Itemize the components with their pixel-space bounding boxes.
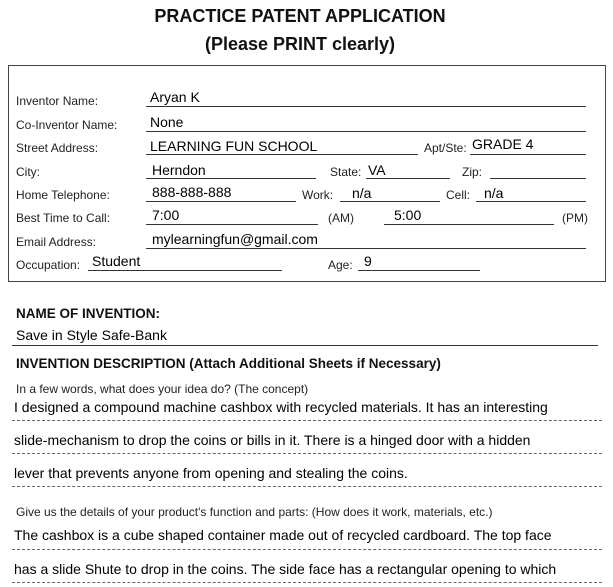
concept-line-3[interactable]: lever that prevents anyone from opening and stealing the coins. — [14, 465, 408, 481]
work-label: Work: — [302, 188, 334, 202]
home-telephone-line — [146, 201, 296, 202]
inventor-name-line — [146, 106, 586, 107]
age-label: Age: — [328, 258, 353, 272]
best-time-pm-value[interactable]: 5:00 — [394, 207, 422, 223]
email-line — [146, 248, 586, 249]
email-value[interactable]: mylearningfun@gmail.com — [152, 231, 318, 247]
invention-name-value[interactable]: Save in Style Safe-Bank — [16, 327, 167, 343]
concept-rule-3 — [12, 486, 602, 487]
concept-rule-2 — [12, 453, 602, 454]
concept-rule-1 — [12, 420, 602, 421]
invention-description-heading: INVENTION DESCRIPTION (Attach Additional Sheets if Necessary) — [16, 356, 441, 371]
invention-name-line — [12, 345, 598, 346]
details-rule-1 — [12, 549, 602, 550]
street-address-label: Street Address: — [16, 141, 99, 155]
co-inventor-name-value[interactable]: None — [150, 114, 184, 130]
zip-line — [490, 178, 586, 179]
cell-line — [476, 201, 586, 202]
occupation-line — [88, 270, 282, 271]
apt-ste-line — [470, 154, 586, 155]
best-time-am-value[interactable]: 7:00 — [152, 207, 180, 223]
home-telephone-value[interactable]: 888-888-888 — [152, 184, 232, 200]
co-inventor-name-line — [146, 131, 586, 132]
am-label: (AM) — [328, 211, 354, 225]
state-line — [366, 178, 450, 179]
form-subtitle: (Please PRINT clearly) — [204, 34, 396, 54]
best-time-pm-line — [384, 224, 554, 225]
co-inventor-name-label: Co-Inventor Name: — [16, 118, 118, 132]
inventor-name-label: Inventor Name: — [16, 94, 99, 108]
occupation-value[interactable]: Student — [92, 253, 141, 269]
details-line-1[interactable]: The cashbox is a cube shaped container made out of recycled cardboard. The top face — [14, 527, 552, 543]
cell-label: Cell: — [446, 188, 471, 202]
apt-ste-value[interactable]: GRADE 4 — [472, 136, 534, 152]
best-time-am-line — [146, 224, 318, 225]
concept-line-2[interactable]: slide-mechanism to drop the coins or bills in it. There is a hinged door with a hidden — [14, 432, 531, 448]
details-question: Give us the details of your product's function and parts: (How does it work, materials, etc.) — [16, 505, 493, 519]
concept-line-1[interactable]: I designed a compound machine cashbox with recycled materials. It has an interesting — [14, 399, 548, 415]
street-address-line — [146, 154, 418, 155]
form-title: PRACTICE PATENT APPLICATION — [154, 6, 446, 26]
city-value[interactable]: Herndon — [152, 162, 206, 178]
city-line — [146, 178, 316, 179]
concept-question: In a few words, what does your idea do? (The concept) — [16, 382, 309, 396]
occupation-label: Occupation: — [16, 258, 81, 272]
pm-label: (PM) — [562, 211, 588, 225]
city-label: City: — [16, 165, 40, 179]
state-label: State: — [330, 165, 362, 179]
best-time-label: Best Time to Call: — [16, 211, 111, 225]
apt-ste-label: Apt/Ste: — [424, 141, 467, 155]
work-value[interactable]: n/a — [352, 185, 372, 201]
name-of-invention-heading: NAME OF INVENTION: — [16, 306, 160, 321]
state-value[interactable]: VA — [368, 162, 386, 178]
cell-value[interactable]: n/a — [484, 185, 504, 201]
details-line-2[interactable]: has a slide Shute to drop in the coins. The side face has a rectangular opening to which — [14, 561, 557, 577]
street-address-value[interactable]: LEARNING FUN SCHOOL — [150, 138, 318, 154]
home-telephone-label: Home Telephone: — [16, 188, 110, 202]
inventor-name-value[interactable]: Aryan K — [150, 89, 200, 105]
age-value[interactable]: 9 — [364, 253, 372, 269]
details-rule-2 — [12, 582, 602, 583]
age-line — [358, 270, 480, 271]
work-line — [340, 201, 440, 202]
email-label: Email Address: — [16, 235, 97, 249]
zip-label: Zip: — [462, 165, 483, 179]
